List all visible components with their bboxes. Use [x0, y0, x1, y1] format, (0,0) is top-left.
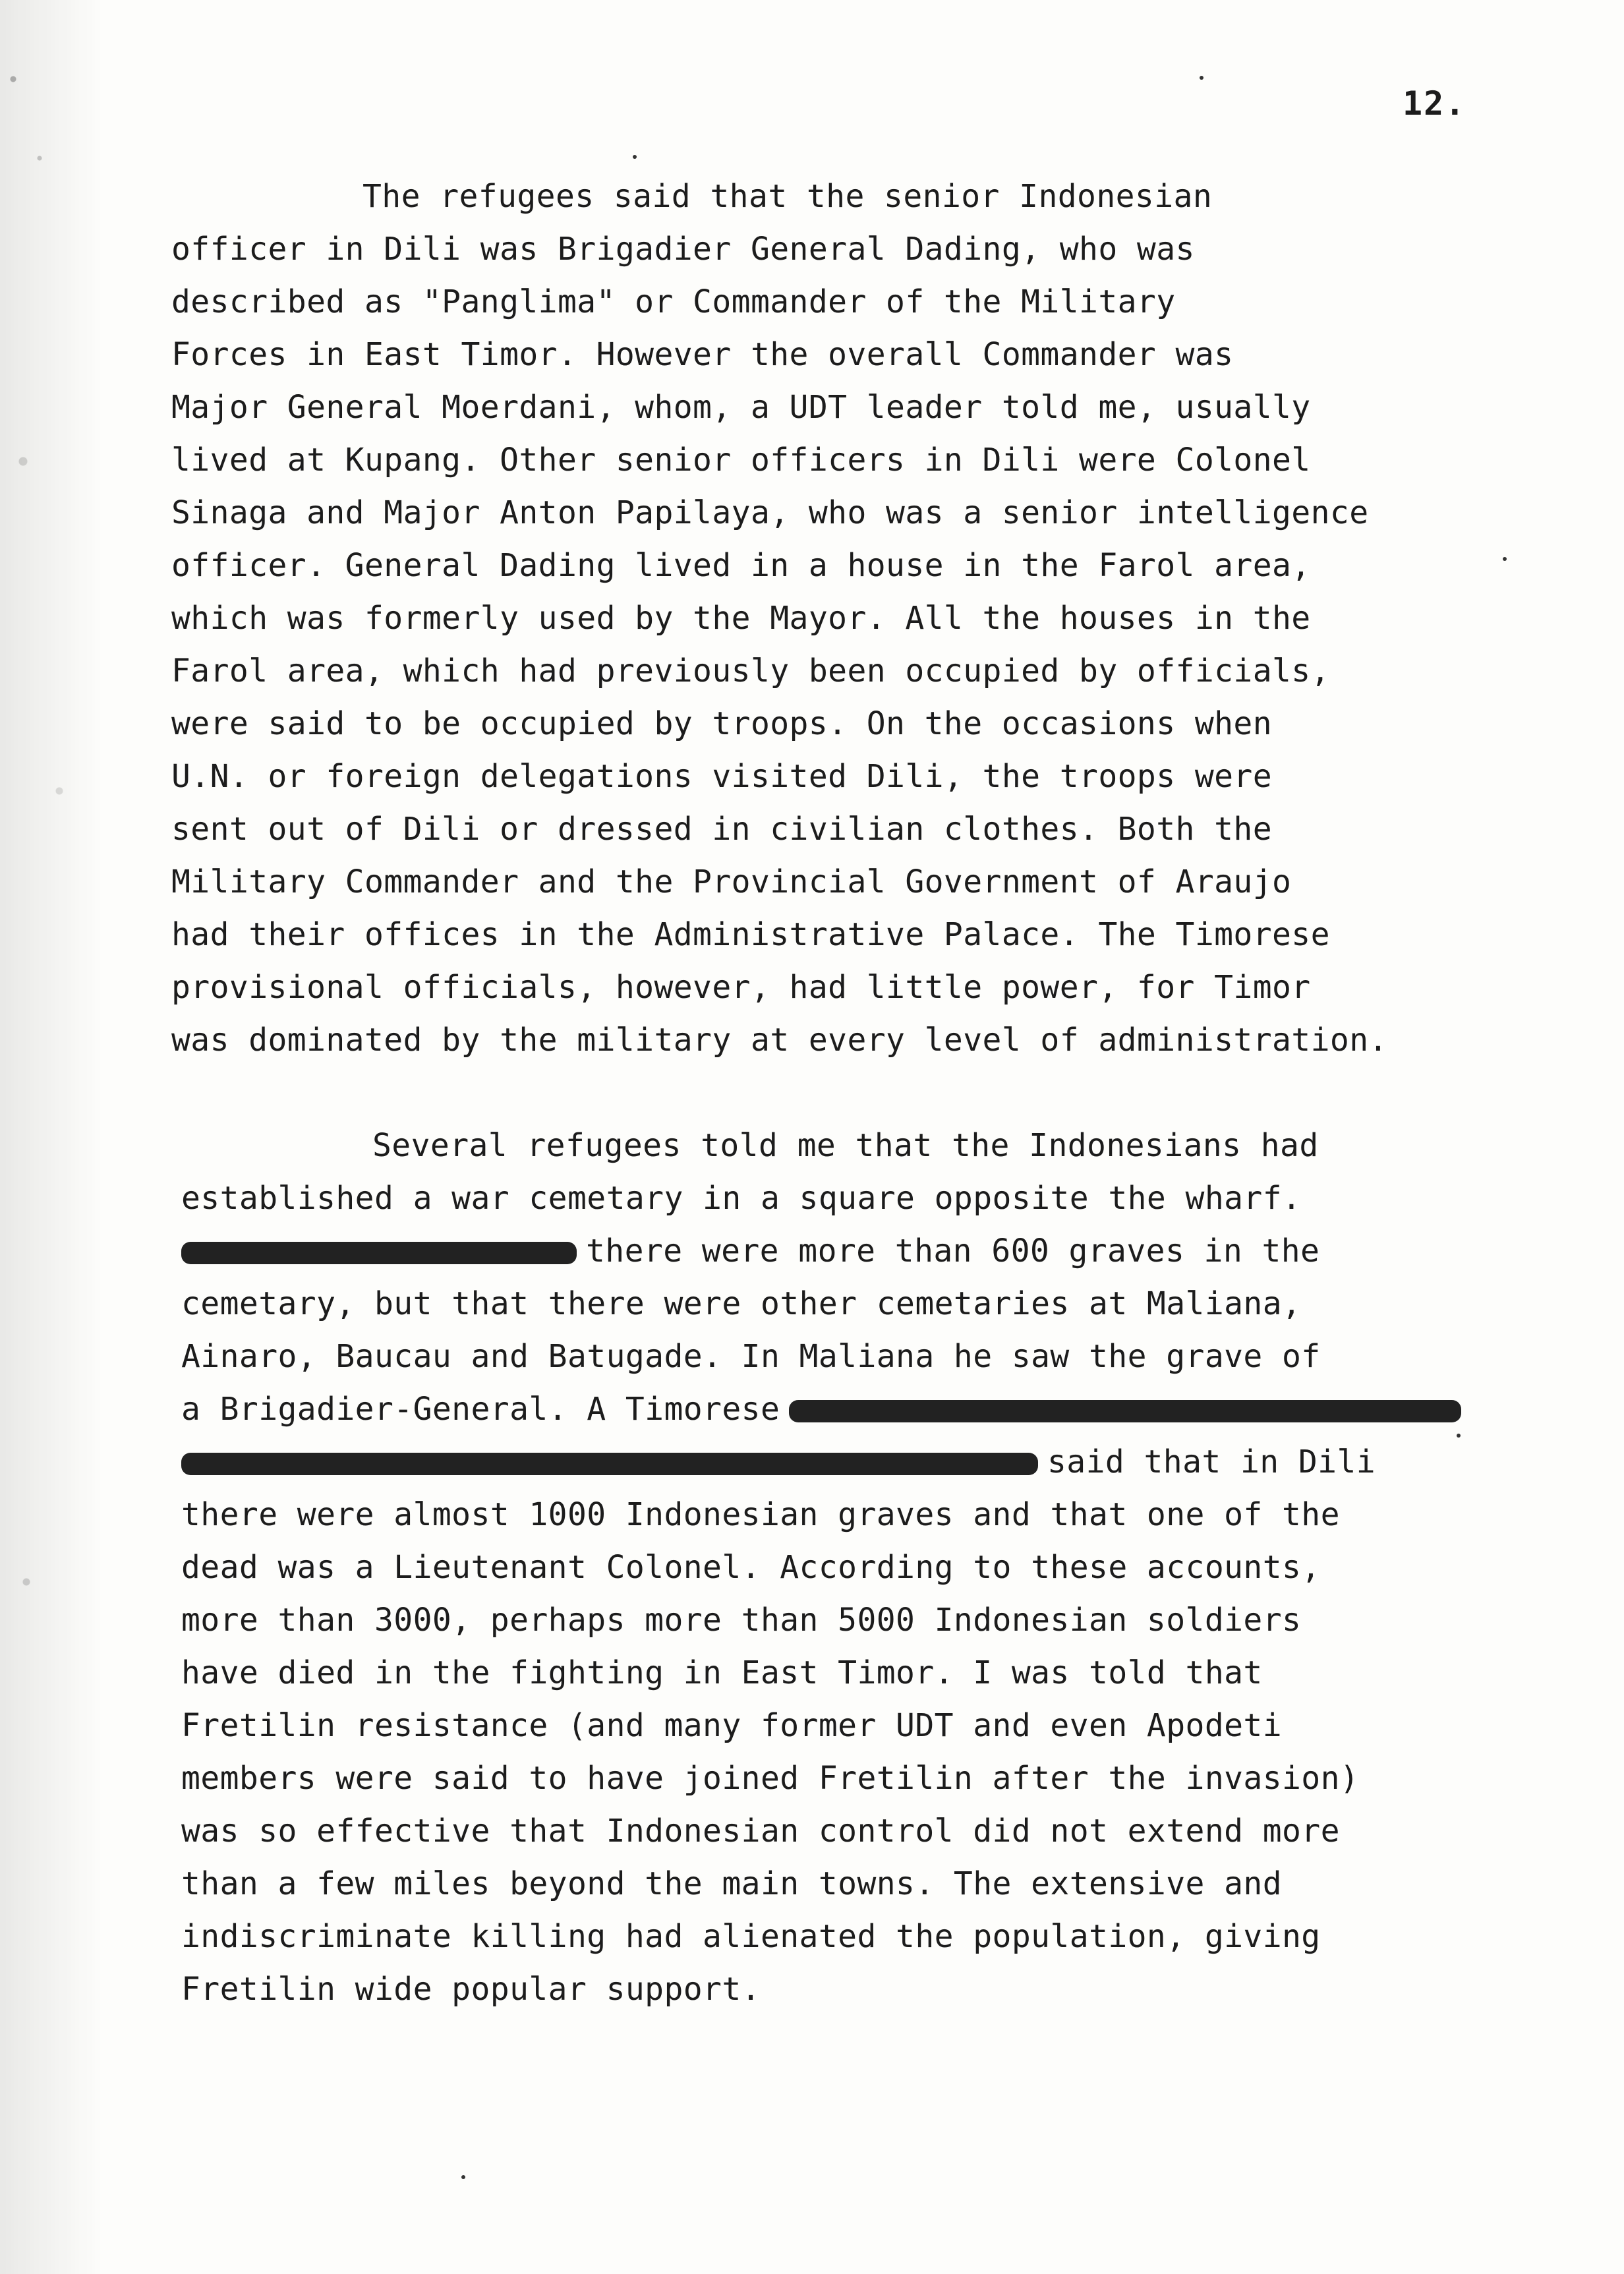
text-line: lived at Kupang. Other senior officers in Dili were Colonel: [171, 442, 1311, 479]
text-line: cemetary, but that there were other cemetaries at Maliana,: [181, 1285, 1302, 1322]
redaction-bar: [789, 1400, 1461, 1422]
text-line: Sinaga and Major Anton Papilaya, who was a senior intelligence: [171, 494, 1369, 531]
scan-speck: [633, 155, 637, 159]
text-line: established a war cemetary in a square opposite the wharf.: [181, 1180, 1302, 1217]
text-line: have died in the fighting in East Timor. I was told that: [181, 1654, 1263, 1691]
paragraph-1: [171, 170, 1542, 1066]
text-line: Ainaro, Baucau and Batugade. In Maliana he saw the grave of: [181, 1338, 1321, 1375]
text-line: Fretilin wide popular support.: [181, 1971, 761, 2008]
text-line: described as "Panglima" or Commander of the Military: [171, 283, 1176, 320]
text-line: had their offices in the Administrative Palace. The Timorese: [171, 916, 1330, 953]
paragraph-2: [181, 1119, 1552, 2016]
text-line: Forces in East Timor. However the overall Commander was: [171, 336, 1234, 373]
text-segment: said that in Dili: [1047, 1443, 1376, 1480]
text-line: were said to be occupied by troops. On the occasions when: [171, 705, 1273, 742]
text-line: there were almost 1000 Indonesian graves and that one of the: [181, 1496, 1340, 1533]
text-segment: a Brigadier-General. A Timorese: [181, 1391, 780, 1428]
text-line: indiscriminate killing had alienated the population, giving: [181, 1918, 1321, 1955]
text-line: members were said to have joined Fretilin after the invasion): [181, 1760, 1360, 1797]
text-line: than a few miles beyond the main towns. The extensive and: [181, 1865, 1283, 1902]
text-line: more than 3000, perhaps more than 5000 Indonesian soldiers: [181, 1602, 1302, 1639]
text-line: The refugees said that the senior Indonesian: [362, 178, 1213, 215]
text-line: Several refugees told me that the Indonesians had: [372, 1127, 1319, 1164]
text-line-with-redaction: [181, 1436, 1552, 1488]
text-line: Military Commander and the Provincial Government of Araujo: [171, 863, 1292, 900]
scan-speck: [1200, 76, 1204, 80]
text-line: which was formerly used by the Mayor. All the houses in the: [171, 600, 1311, 637]
text-line-with-redaction: [181, 1383, 1552, 1436]
text-line: officer. General Dading lived in a house in the Farol area,: [171, 547, 1311, 584]
redaction-bar: [181, 1242, 577, 1264]
redaction-bar: [181, 1453, 1038, 1475]
text-line: officer in Dili was Brigadier General Dading, who was: [171, 231, 1195, 268]
text-segment: there were more than 600 graves in the: [586, 1233, 1320, 1269]
scan-edge-noise: [0, 0, 112, 2274]
scan-speck: [461, 2175, 465, 2179]
page-number: 12.: [1403, 84, 1466, 123]
text-line: sent out of Dili or dressed in civilian clothes. Both the: [171, 811, 1273, 848]
text-line: was so effective that Indonesian control did not extend more: [181, 1813, 1340, 1850]
text-line: dead was a Lieutenant Colonel. According to these accounts,: [181, 1549, 1321, 1586]
text-line: provisional officials, however, had little power, for Timor: [171, 969, 1311, 1006]
text-line-with-redaction: [181, 1225, 1552, 1277]
text-line: Major General Moerdani, whom, a UDT leader told me, usually: [171, 389, 1311, 426]
text-line: Farol area, which had previously been occupied by officials,: [171, 653, 1330, 689]
text-line: was dominated by the military at every level of administration.: [171, 1022, 1388, 1059]
text-line: Fretilin resistance (and many former UDT and even Apodeti: [181, 1707, 1283, 1744]
text-line: U.N. or foreign delegations visited Dili, the troops were: [171, 758, 1273, 795]
